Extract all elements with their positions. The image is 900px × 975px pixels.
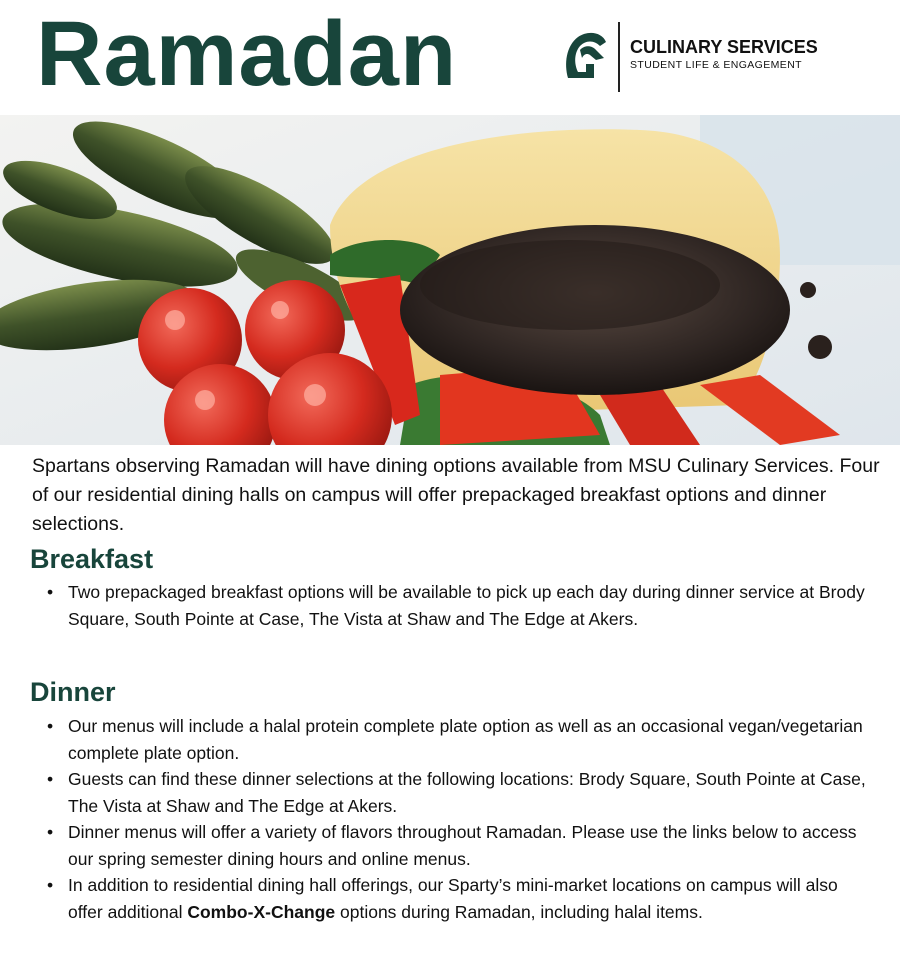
dinner-item-text: In addition to residential dining hall offerings, our Sparty’s mini-market locations on campus will also offer additional	[68, 875, 838, 922]
dinner-heading: Dinner	[30, 677, 116, 707]
dinner-item	[44, 872, 874, 925]
breakfast-list	[44, 579, 874, 632]
page-title: Ramadan	[36, 3, 458, 105]
msu-culinary-logo	[560, 22, 890, 94]
logo-divider	[618, 22, 620, 92]
logo-sub-text: STUDENT LIFE & ENGAGEMENT	[630, 59, 802, 71]
hero-food-photo	[0, 115, 900, 445]
dinner-item: • Our menus will include a halal protein complete plate option as well as an occasional vegan/vegetarian complete plate option.	[44, 713, 874, 766]
dinner-item: • Guests can find these dinner selections at the following locations: Brody Square, South Pointe at Case, The Vista at Shaw and The Edge at Akers.	[44, 766, 874, 819]
logo-brand-text: CULINARY SERVICES	[630, 37, 818, 57]
dinner-item: • Dinner menus will offer a variety of flavors throughout Ramadan. Please use the links below to access our spring semester dining hours and online menus.	[44, 819, 874, 872]
spartan-helmet-icon	[560, 28, 610, 84]
dinner-list	[44, 713, 874, 925]
intro-paragraph: Spartans observing Ramadan will have dining options available from MSU Culinary Services. Four of our residential dining halls on campus will offer prepackaged breakfast options and dinner selections.	[32, 455, 880, 535]
dinner-item-text: options during Ramadan, including halal items.	[335, 901, 703, 922]
breakfast-item: • Two prepackaged breakfast options will be available to pick up each day during dinner service at Brody Square, South Pointe at Case, The Vista at Shaw and The Edge at Akers.	[44, 579, 874, 632]
breakfast-heading: Breakfast	[30, 544, 154, 574]
combo-x-change-term: Combo-X-Change	[187, 901, 336, 922]
